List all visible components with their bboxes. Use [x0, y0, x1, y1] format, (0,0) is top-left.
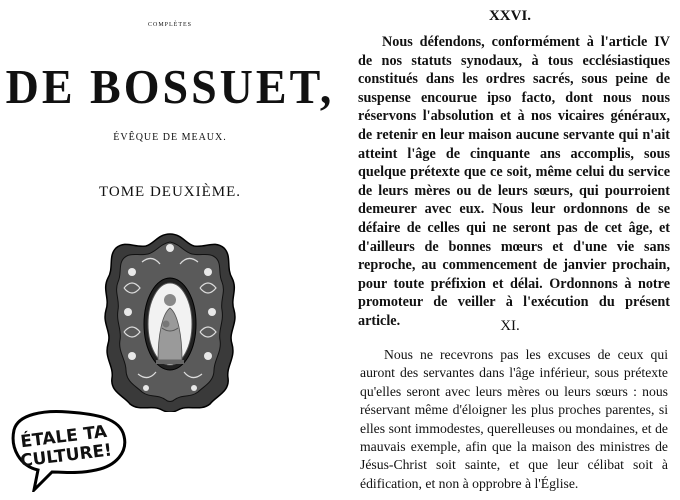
main-title: DE BOSSUET,: [5, 59, 335, 114]
section1-text: [358, 33, 670, 331]
badge-text: ÉTALE TA CULTURE!: [19, 421, 114, 472]
section2-paragraph: Nous ne recevrons pas les excuses de ceux qui auront des servantes dans l'âge inférieur, sous prétexte qu'elles seront avec leurs mères ou leurs sœurs : nous réservant même d'éloigner les plus proches parentes, si elles sont immodestes, querelleuses ou mondaines, et de mauvais exemple, afin que la maison des ministres de Jésus-Christ soit sainte, et que leur célibat soit à édification, et non à opprobre à l'Église.: [360, 347, 668, 491]
tome-label: TOME DEUXIÈME.: [98, 184, 242, 200]
section2-heading: XI.: [500, 318, 520, 334]
right-page: [340, 0, 680, 500]
section1-paragraph: Nous défendons, conformément à l'article IV de nos statuts synodaux, à tous ecclésiastiques constitués dans les ordres sacrés, sous peine de suspense encourue ipso facto, dont nous nous réservons l'absolution et à nos vicaires généraux, de retenir en leur maison aucune servante qui n'ait atteint l'âge de cinquante ans accomplis, sous quelque prétexte que ce soit, même celui du service de leurs mères ou de leurs sœurs, qui pourroient demeurer avec eux. Nous leur ordonnons de se défaire de celles qui ne seront pas de cet âge, et d'ailleurs de bonnes mœurs et d'une vie sans reproche, au commencement de janvier prochain, pour toute préfixion et délai. Ordonnons à notre promoteur de veiller à l'exécution du présent article.: [358, 34, 670, 329]
small-title: COMPLÈTES: [147, 22, 192, 28]
subtitle: ÉVÊQUE DE MEAUX.: [113, 132, 227, 143]
ornament-vignette-icon: [102, 232, 238, 412]
section1-heading: XXVI.: [488, 8, 532, 24]
section2-text: [360, 346, 668, 493]
